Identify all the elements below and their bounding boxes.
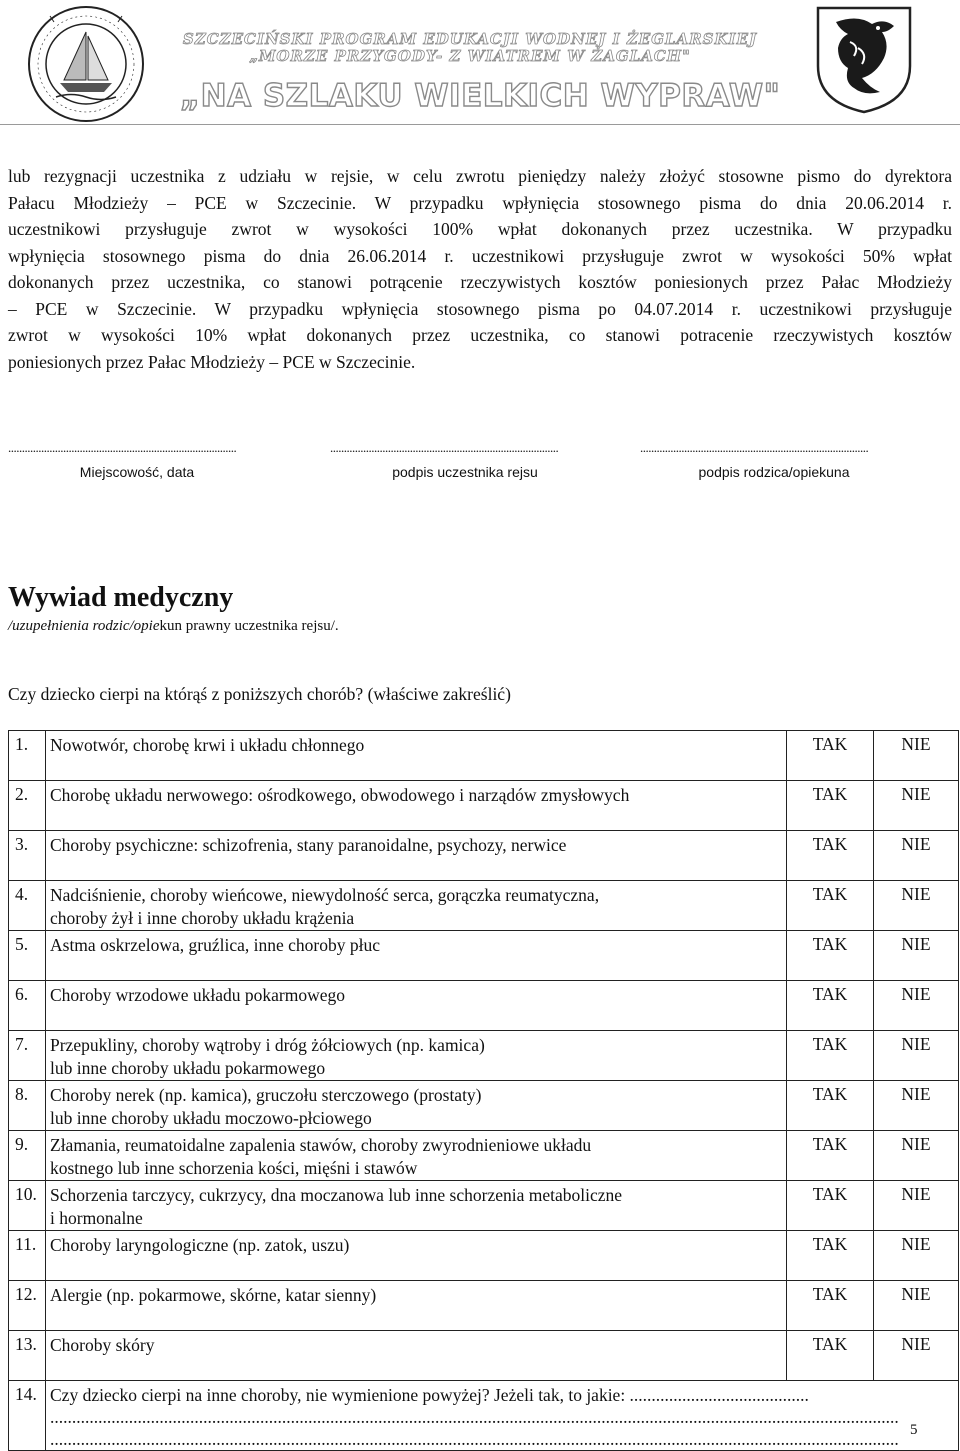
no-option[interactable]: NIE (874, 831, 959, 881)
row-text-line: Choroby wrzodowe układu pokarmowego (50, 985, 346, 1005)
no-option[interactable]: NIE (874, 1331, 959, 1381)
table-row (9, 1231, 959, 1281)
table-row (9, 1181, 959, 1231)
row-text-line: Schorzenia tarczycy, cukrzycy, dna moczanowa lub inne schorzenia metaboliczne (50, 1185, 623, 1205)
table-row (9, 1331, 959, 1381)
row-text (46, 731, 787, 781)
yes-option[interactable]: TAK (787, 781, 874, 831)
table-row (9, 1031, 959, 1081)
yes-option[interactable]: TAK (787, 881, 874, 931)
no-option[interactable]: NIE (874, 1131, 959, 1181)
row-number: 4. (9, 881, 46, 931)
row-text (46, 1031, 787, 1081)
no-option[interactable]: NIE (874, 1031, 959, 1081)
medical-question: Czy dziecko cierpi na którąś z poniższych chorób? (właściwe zakreślić) (8, 684, 511, 704)
row-text (46, 881, 787, 931)
row-text-line: Złamania, reumatoidalne zapalenia stawów, choroby zwyrodnieniowe układu (50, 1135, 592, 1155)
signature-line-parent: ................................................................................... (640, 440, 869, 455)
yes-option[interactable]: TAK (787, 1081, 874, 1131)
table-row (9, 1081, 959, 1131)
row-number: 8. (9, 1081, 46, 1131)
header-title: „NA SZLAKU WIELKICH WYPRAW" (179, 78, 781, 114)
no-option[interactable]: NIE (874, 1181, 959, 1231)
no-option[interactable]: NIE (874, 981, 959, 1031)
no-option[interactable]: NIE (874, 781, 959, 831)
row-number: 6. (9, 981, 46, 1031)
subtitle-italic: /uzupełnienia rodzic/opie (8, 618, 160, 634)
row-text-line: i hormonalne (50, 1208, 143, 1228)
row-text-line: Choroby skóry (50, 1335, 155, 1355)
signature-label-place-date: Miejscowość, data (79, 464, 195, 480)
row-text (46, 1281, 787, 1331)
row-text-line: Choroby psychiczne: schizofrenia, stany paranoidalne, psychozy, nerwice (50, 835, 567, 855)
yes-option[interactable]: TAK (787, 931, 874, 981)
row-text-line: Astma oskrzelowa, gruźlica, inne choroby płuc (50, 935, 380, 955)
row-number: 1. (9, 731, 46, 781)
yes-option[interactable]: TAK (787, 1131, 874, 1181)
diseases-table (8, 730, 959, 1451)
refund-paragraph (8, 163, 952, 375)
table-row (9, 881, 959, 931)
row-text-line: Choroby nerek (np. kamica), gruczołu sterczowego (prostaty) (50, 1085, 482, 1105)
table-row (9, 1381, 959, 1451)
table-row (9, 1131, 959, 1181)
no-option[interactable]: NIE (874, 1281, 959, 1331)
subtitle-rest: kun prawny uczestnika rejsu/. (159, 618, 339, 634)
row-text (46, 1331, 787, 1381)
row-text-line: Chorobę układu nerwowego: ośrodkowego, obwodowego i narządów zmysłowych (50, 785, 630, 805)
no-option[interactable]: NIE (874, 731, 959, 781)
paragraph-line: lub rezygnacji uczestnika z udziału w rejsie, w celu zwrotu pieniędzy należy złożyć stosowne pismo do dyrektora (8, 166, 952, 186)
section-subtitle (8, 618, 339, 635)
yes-option[interactable]: TAK (787, 981, 874, 1031)
row-number: 5. (9, 931, 46, 981)
row-text-line: Nowotwór, chorobę krwi i układu chłonnego (50, 735, 365, 755)
answer-dotted-line: .................................................................................................................................................................................................. (50, 1407, 899, 1427)
paragraph-line: uczestnikowi przysługuje zwrot w wysokości 100% wpłat dokonanych przez uczestnika. W przypadku (8, 219, 952, 239)
program-logo (26, 4, 146, 124)
row-number: 11. (9, 1231, 46, 1281)
coat-of-arms-icon (814, 4, 914, 116)
row-number: 9. (9, 1131, 46, 1181)
row-text-line: Alergie (np. pokarmowe, skórne, katar sienny) (50, 1285, 377, 1305)
row-text-line: Choroby laryngologiczne (np. zatok, uszu) (50, 1235, 350, 1255)
section-title: Wywiad medyczny (8, 582, 234, 613)
row-number: 10. (9, 1181, 46, 1231)
row-text (46, 831, 787, 881)
table-row (9, 1281, 959, 1331)
signature-label-parent: podpis rodzica/opiekuna (698, 464, 850, 480)
row-text (46, 781, 787, 831)
row-text (46, 1131, 787, 1181)
yes-option[interactable]: TAK (787, 831, 874, 881)
row-number: 13. (9, 1331, 46, 1381)
table-row (9, 831, 959, 881)
header-program-name: SZCZECIŃSKI PROGRAM EDUKACJI WODNEJ I ŻEGLARSKIEJ (182, 30, 758, 48)
row-text-line: choroby żył i inne choroby układu krążenia (50, 908, 355, 928)
answer-dotted-line: .................................................................................................................................................................................................. (50, 1429, 899, 1449)
yes-option[interactable]: TAK (787, 731, 874, 781)
row-text-line: Nadciśnienie, choroby wieńcowe, niewydolność serca, gorączka reumatyczna, (50, 885, 600, 905)
paragraph-line: Pałacu Młodzieży – PCE w Szczecinie. W przypadku wpłynięcia stosownego pisma do dnia 20.06.2014 r. (8, 192, 952, 213)
header-program-motto: „MORZE PRZYGODY- Z WIATREM W ŻAGLACH" (249, 47, 691, 65)
signature-line-participant: ................................................................................... (330, 440, 559, 455)
paragraph-line: – PCE w Szczecinie. W przypadku wpłynięcia stosownego pisma po 04.07.2014 r. uczestnikowi przysługuje (8, 298, 952, 319)
row-number: 12. (9, 1281, 46, 1331)
no-option[interactable]: NIE (874, 931, 959, 981)
row-number: 7. (9, 1031, 46, 1081)
yes-option[interactable]: TAK (787, 1281, 874, 1331)
no-option[interactable]: NIE (874, 1231, 959, 1281)
row-text-line: lub inne choroby układu moczowo-płciowego (50, 1108, 372, 1128)
row-text (46, 981, 787, 1031)
yes-option[interactable]: TAK (787, 1331, 874, 1381)
row-number: 2. (9, 781, 46, 831)
row-text-line: Przepukliny, choroby wątroby i dróg żółciowych (np. kamica) (50, 1035, 485, 1055)
no-option[interactable]: NIE (874, 1081, 959, 1131)
page-number: 5 (910, 1422, 918, 1438)
header-divider (0, 124, 960, 125)
paragraph-line: dokonanych przez uczestnika, co stanowi potrącenie rzeczywistych kosztów poniesionych przez Pałac Młodzieży (8, 272, 952, 292)
table-row (9, 781, 959, 831)
row-text-line: Czy dziecko cierpi na inne choroby, nie wymienione powyżej? Jeżeli tak, to jakie: ......................................... (50, 1385, 809, 1405)
row-text (46, 931, 787, 981)
paragraph-line: poniesionych przez Pałac Młodzieży – PCE w Szczecinie. (8, 351, 416, 372)
paragraph-line: wpłynięcia stosownego pisma do dnia 26.06.2014 r. uczestnikowi przysługuje zwrot w wysokości 50% wpłat (8, 245, 952, 266)
table-row (9, 731, 959, 781)
row-text[interactable] (46, 1381, 959, 1451)
row-text-line: lub inne choroby układu pokarmowego (50, 1058, 326, 1078)
row-number: 14. (9, 1381, 46, 1451)
row-text (46, 1081, 787, 1131)
table-row (9, 981, 959, 1031)
yes-option[interactable]: TAK (787, 1231, 874, 1281)
table-row (9, 931, 959, 981)
row-text (46, 1181, 787, 1231)
row-text-line: kostnego lub inne schorzenia kości, mięśni i stawów (50, 1158, 418, 1178)
row-number: 3. (9, 831, 46, 881)
no-option[interactable]: NIE (874, 881, 959, 931)
signature-label-participant: podpis uczestnika rejsu (392, 464, 538, 480)
paragraph-line: zwrot w wysokości 10% wpłat dokonanych przez uczestnika, co stanowi potracenie rzeczywistych kosztów (8, 325, 952, 345)
yes-option[interactable]: TAK (787, 1181, 874, 1231)
row-text (46, 1231, 787, 1281)
signature-line-place-date: ................................................................................... (8, 440, 237, 455)
yes-option[interactable]: TAK (787, 1031, 874, 1081)
